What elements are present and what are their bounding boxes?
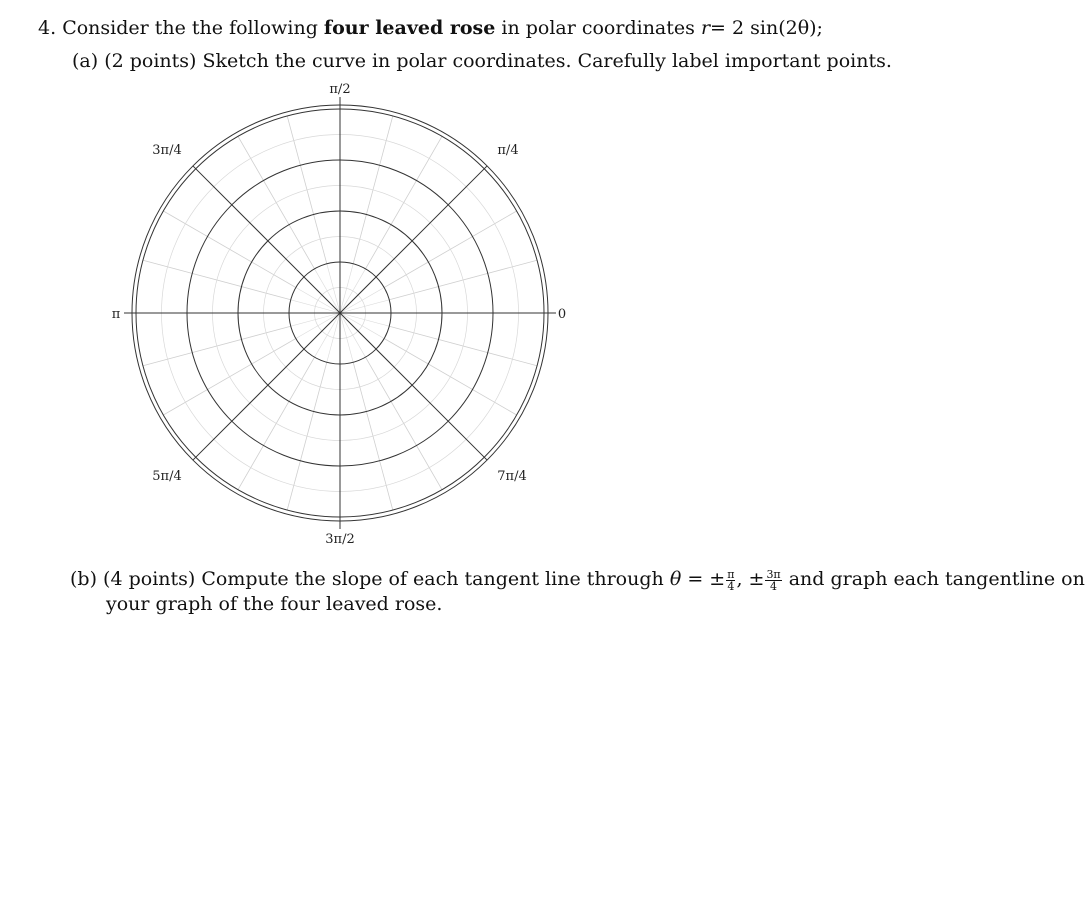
frac2-numerator: 3π: [766, 567, 781, 581]
part-b-label: (b): [70, 568, 97, 590]
fraction-pi-over-4: [726, 569, 735, 592]
part-b-prompt: Compute the slope of each tangent line through: [201, 568, 664, 590]
polar-grid-axes: [124, 97, 556, 529]
angle-label-pi-over-4: π/4: [497, 143, 519, 158]
question-number: 4.: [38, 17, 57, 39]
angle-label-pi: π: [111, 307, 121, 322]
part-a-label: (a): [72, 50, 99, 72]
part-a-points: (2 points): [104, 50, 197, 72]
fraction-3pi-over-4: [765, 569, 781, 592]
angle-label-5pi-over-4: 5π/4: [152, 469, 182, 484]
angle-label-pi-over-2: π/2: [329, 82, 351, 97]
angle-label-3pi-over-2: 3π/2: [325, 532, 355, 547]
frac1-denominator: 4: [727, 579, 735, 593]
angle-label-7pi-over-4: 7π/4: [497, 469, 527, 484]
part-a-prompt: Sketch the curve in polar coordinates. Carefully label important points.: [202, 50, 892, 72]
part-b-line-1: [70, 568, 1085, 592]
frac1-numerator: π: [727, 567, 735, 581]
equals-pm: = ±: [687, 568, 726, 590]
separator-pm: , ±: [736, 568, 765, 590]
equation-r: r: [700, 17, 711, 39]
question-intro: Consider the the following: [62, 17, 318, 39]
part-b-points: (4 points): [103, 568, 196, 590]
angle-label-0: 0: [557, 307, 567, 322]
angle-label-3pi-over-4: 3π/4: [152, 143, 182, 158]
equation-rest: = 2 sin(2θ);: [710, 17, 823, 39]
theta-symbol: θ: [669, 568, 682, 590]
question-intro-rest: in polar coordinates: [501, 17, 695, 39]
part-b-prompt-after: and graph each tangentline on: [788, 568, 1085, 590]
frac2-denominator: 4: [770, 579, 778, 593]
question-bold-term: four leaved rose: [323, 17, 496, 39]
part-b-line-2: your graph of the four leaved rose.: [106, 593, 443, 615]
